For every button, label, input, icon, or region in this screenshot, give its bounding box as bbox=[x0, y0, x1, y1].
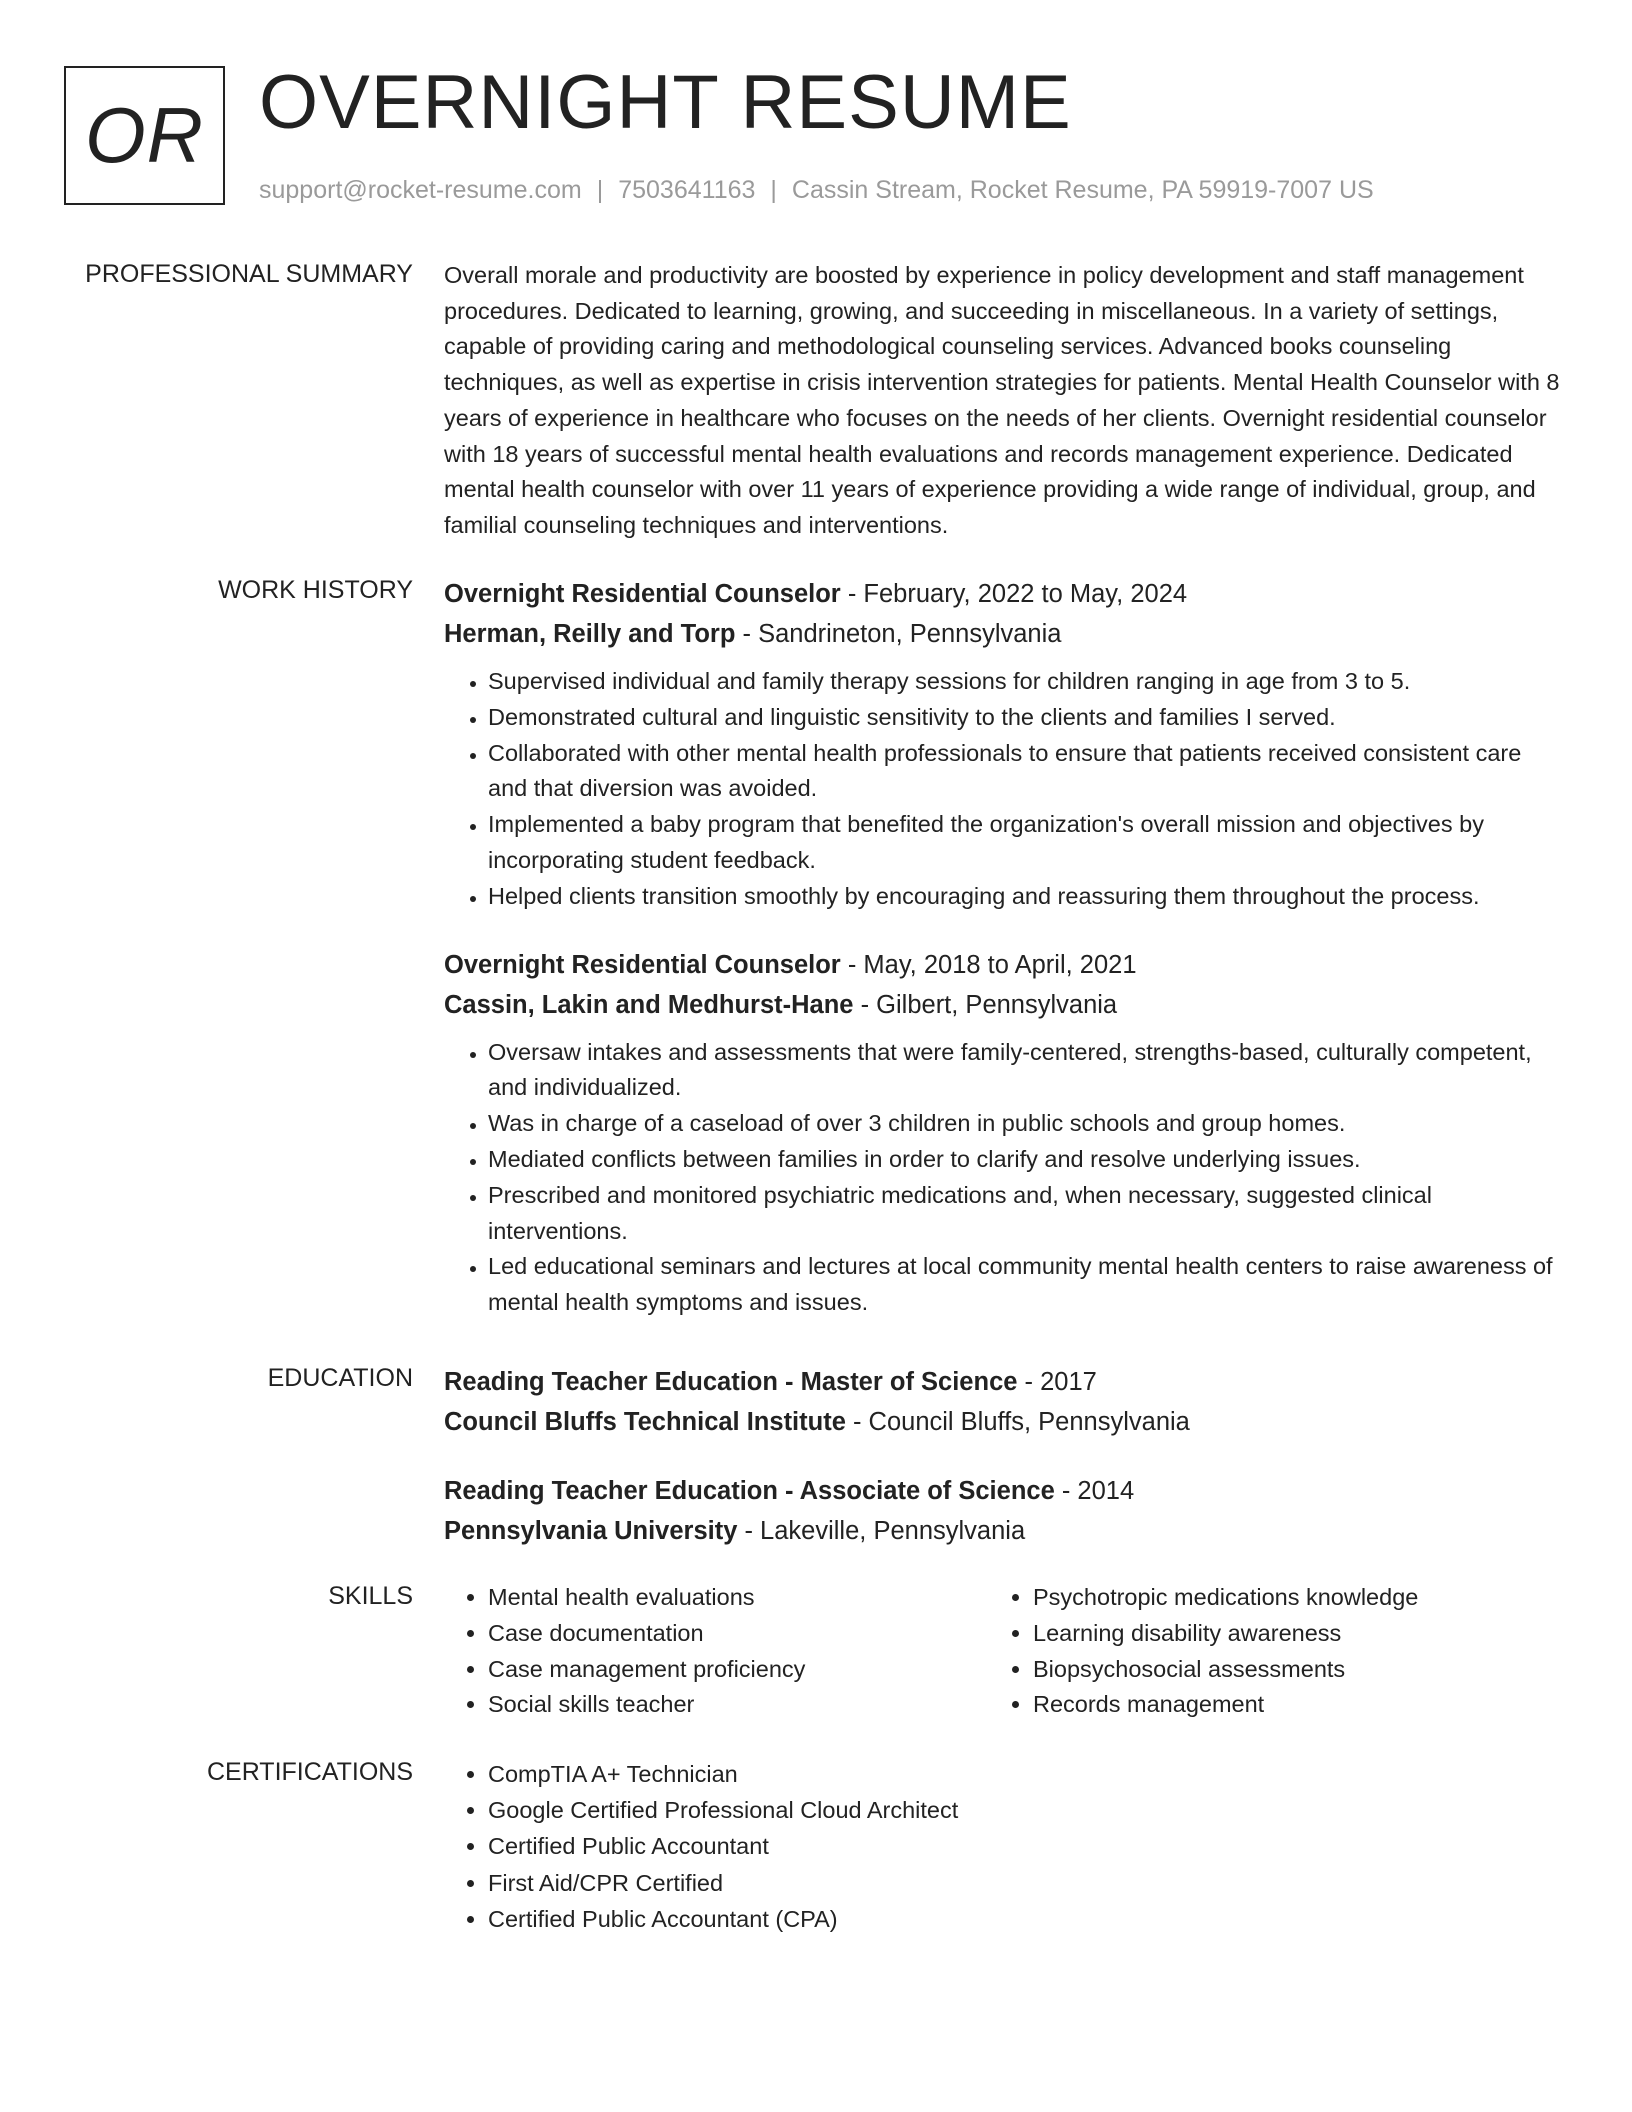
certifications-list bbox=[444, 1756, 1564, 1937]
degree: Reading Teacher Education - Associate of Science bbox=[444, 1477, 1055, 1505]
list-item: • Certified Public Accountant (CPA) bbox=[488, 1901, 1564, 1937]
education-body bbox=[444, 1362, 1564, 1551]
job-bullets bbox=[444, 664, 1564, 915]
section-heading: WORK HISTORY bbox=[218, 576, 413, 604]
job-company: Herman, Reilly and Torp bbox=[444, 620, 736, 648]
list-item: • Oversaw intakes and assessments that were family-centered, strengths-based, culturally competent, and individualized. bbox=[488, 1035, 1564, 1107]
job-company-line bbox=[444, 614, 1564, 654]
list-item: • Records management bbox=[1033, 1687, 1534, 1723]
skills-list bbox=[989, 1580, 1534, 1723]
contact-phone: 7503641163 bbox=[618, 176, 756, 204]
list-item: • CompTIA A+ Technician bbox=[488, 1756, 1564, 1792]
education-entry bbox=[444, 1362, 1564, 1442]
job-company-line bbox=[444, 985, 1564, 1025]
degree: Reading Teacher Education - Master of Science bbox=[444, 1368, 1018, 1396]
list-item: • Demonstrated cultural and linguistic sensitivity to the clients and families I served. bbox=[488, 700, 1564, 736]
job-bullets bbox=[444, 1035, 1564, 1321]
job-dates: - February, 2022 to May, 2024 bbox=[840, 580, 1188, 608]
school-line bbox=[444, 1402, 1564, 1442]
job-entry bbox=[444, 574, 1564, 915]
degree-line bbox=[444, 1362, 1564, 1402]
skills-list bbox=[444, 1580, 989, 1723]
contact-line bbox=[259, 174, 1374, 206]
list-item: • Implemented a baby program that benefited the organization's overall mission and objectives by incorporating student feedback. bbox=[488, 807, 1564, 879]
list-item: • Collaborated with other mental health professionals to ensure that patients received consistent care and that diversion was avoided. bbox=[488, 736, 1564, 808]
list-item: • Google Certified Professional Cloud Architect bbox=[488, 1792, 1564, 1828]
list-item: • Social skills teacher bbox=[488, 1687, 989, 1723]
section-heading: SKILLS bbox=[328, 1582, 413, 1610]
list-item: • Prescribed and monitored psychiatric medications and, when necessary, suggested clinical interventions. bbox=[488, 1178, 1564, 1250]
contact-email: support@rocket-resume.com bbox=[259, 176, 582, 204]
school-location: - Lakeville, Pennsylvania bbox=[737, 1517, 1026, 1545]
skills-column-right bbox=[989, 1580, 1534, 1723]
section-heading: EDUCATION bbox=[267, 1364, 413, 1392]
list-item: • Mediated conflicts between families in order to clarify and resolve underlying issues. bbox=[488, 1142, 1564, 1178]
candidate-name: OVERNIGHT RESUME bbox=[259, 60, 1072, 145]
contact-address: Cassin Stream, Rocket Resume, PA 59919-7007 US bbox=[791, 176, 1374, 204]
list-item: • Mental health evaluations bbox=[488, 1580, 989, 1616]
education-entry bbox=[444, 1471, 1564, 1551]
job-location: - Gilbert, Pennsylvania bbox=[853, 990, 1118, 1019]
section-heading: PROFESSIONAL SUMMARY bbox=[85, 260, 413, 288]
list-item: • Certified Public Accountant bbox=[488, 1828, 1564, 1864]
section-heading: CERTIFICATIONS bbox=[206, 1758, 413, 1786]
skills-grid bbox=[444, 1580, 1564, 1723]
summary-text: Overall morale and productivity are boosted by experience in policy development and staff management procedures. Dedicated to learning, growing, and succeeding in miscellaneous. In a variety of settings, capable of providing caring and methodological counseling services. Advanced books counseling techniques, as well as expertise in crisis intervention strategies for patients. Mental Health Counselor with 8 years of experience in healthcare who focuses on the needs of her clients. Overnight residential counselor with 18 years of successful mental health evaluations and records management experience. Dedicated mental health counselor with over 11 years of experience providing a wide range of individual, group, and familial counseling techniques and interventions. bbox=[444, 262, 1560, 538]
skills-column-left bbox=[444, 1580, 989, 1723]
job-entry bbox=[444, 945, 1564, 1321]
work-history-body bbox=[444, 574, 1564, 1321]
degree-line bbox=[444, 1471, 1564, 1511]
list-item: • Psychotropic medications knowledge bbox=[1033, 1580, 1534, 1616]
list-item: • Case documentation bbox=[488, 1616, 989, 1652]
list-item: • First Aid/CPR Certified bbox=[488, 1865, 1564, 1901]
list-item: • Was in charge of a caseload of over 3 children in public schools and group homes. bbox=[488, 1106, 1564, 1142]
certifications-body bbox=[444, 1756, 1564, 1937]
monogram-logo: OR bbox=[64, 66, 225, 205]
list-item: • Learning disability awareness bbox=[1033, 1616, 1534, 1652]
list-item: • Helped clients transition smoothly by encouraging and reassuring them throughout the process. bbox=[488, 879, 1564, 915]
school: Pennsylvania University bbox=[444, 1517, 738, 1545]
job-title-line bbox=[444, 945, 1564, 985]
school: Council Bluffs Technical Institute bbox=[444, 1408, 846, 1436]
summary-body bbox=[444, 258, 1564, 544]
school-location: - Council Bluffs, Pennsylvania bbox=[845, 1408, 1190, 1436]
skills-body bbox=[444, 1580, 1564, 1723]
job-company: Cassin, Lakin and Medhurst-Hane bbox=[444, 990, 854, 1019]
list-item: • Case management proficiency bbox=[488, 1652, 989, 1688]
job-dates: - May, 2018 to April, 2021 bbox=[840, 950, 1137, 979]
contact-separator: | bbox=[596, 176, 604, 204]
job-location: - Sandrineton, Pennsylvania bbox=[735, 620, 1062, 648]
list-item: • Led educational seminars and lectures at local community mental health centers to raise awareness of mental health symptoms and issues. bbox=[488, 1249, 1564, 1321]
list-item: • Biopsychosocial assessments bbox=[1033, 1652, 1534, 1688]
list-item: • Supervised individual and family therapy sessions for children ranging in age from 3 to 5. bbox=[488, 664, 1564, 700]
job-title-line bbox=[444, 574, 1564, 614]
degree-year: - 2014 bbox=[1054, 1477, 1135, 1505]
job-title: Overnight Residential Counselor bbox=[444, 580, 841, 608]
degree-year: - 2017 bbox=[1017, 1368, 1097, 1396]
school-line bbox=[444, 1511, 1564, 1551]
job-title: Overnight Residential Counselor bbox=[444, 950, 841, 979]
contact-separator: | bbox=[770, 176, 777, 204]
